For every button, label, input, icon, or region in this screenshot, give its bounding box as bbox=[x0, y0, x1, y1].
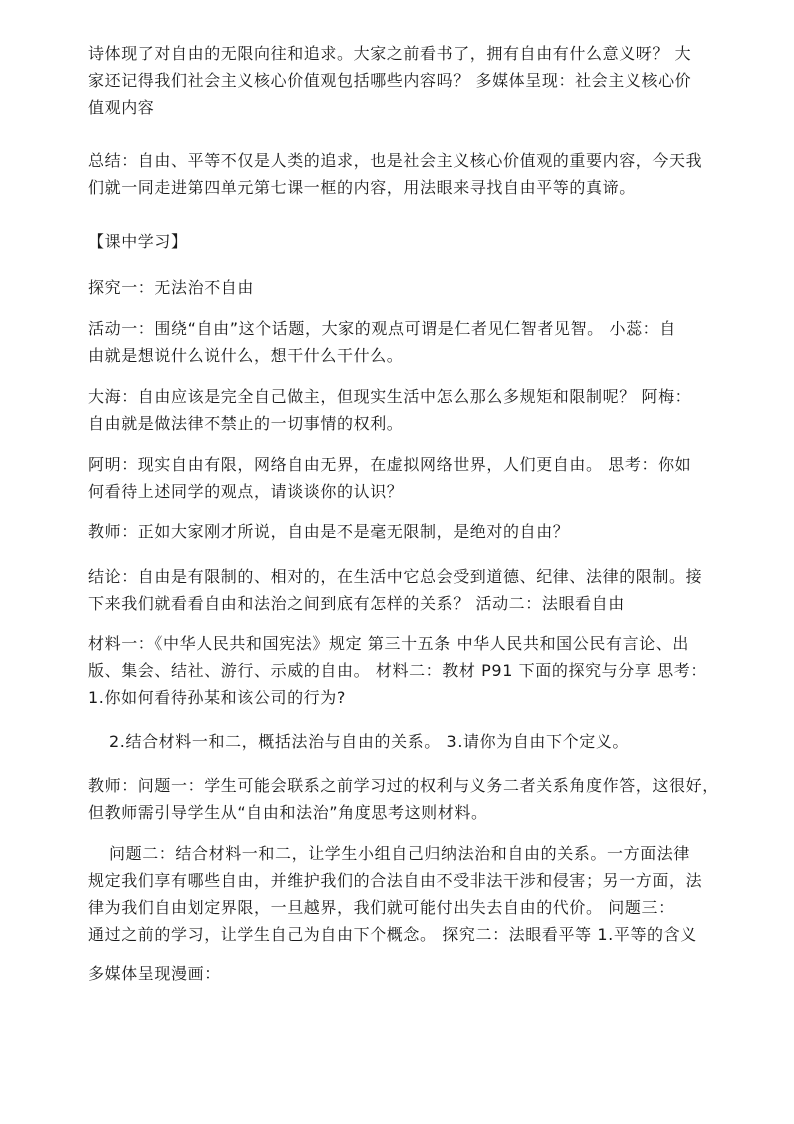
paragraph-materials bbox=[88, 630, 710, 711]
text-line: 版、集会、结社、游行、示威的自由。 材料二：教材 P91 下面的探究与分享 思考： bbox=[88, 661, 707, 680]
text-line: 家还记得我们社会主义核心价值观包括哪些内容吗？ 多媒体呈现：社会主义核心价 bbox=[88, 71, 692, 90]
paragraph-teacher-answer-one bbox=[88, 772, 719, 826]
paragraph-activity-one bbox=[88, 315, 710, 369]
text-line: 探究一：无法治不自由 bbox=[88, 278, 255, 297]
text-line: 活动一：围绕“自由”这个话题，大家的观点可谓是仁者见仁智者见智。 小蕊：自 bbox=[88, 319, 676, 338]
text-line: 教师：问题一：学生可能会联系之前学习过的权利与义务二者关系角度作答，这很好， bbox=[88, 776, 719, 795]
text-line: 自由就是做法律不禁止的一切事情的权利。 bbox=[88, 414, 404, 433]
text-line: 阿明：现实自由有限，网络自由无界，在虚拟网络世界，人们更自由。 思考：你如 bbox=[88, 455, 692, 474]
text-line: 结论：自由是有限制的、相对的，在生活中它总会受到道德、纪律、法律的限制。接 bbox=[88, 567, 703, 586]
paragraph-aming-thinking bbox=[88, 451, 710, 505]
text-line: 材料一：《中华人民共和国宪法》规定 第三十五条 中华人民共和国公民有言论、出 bbox=[88, 634, 689, 653]
text-line: 们就一同走进第四单元第七课一框的内容，用法眼来寻找自由平等的真谛。 bbox=[88, 178, 636, 197]
paragraph-questions-two-three bbox=[88, 728, 731, 755]
text-line: 值观内容 bbox=[88, 98, 155, 117]
text-line: 律为我们自由划定界限，一旦越界，我们就可能付出失去自由的代价。 问题三： bbox=[88, 898, 675, 917]
paragraph-summary bbox=[88, 147, 710, 201]
inquiry-one-heading bbox=[88, 274, 710, 301]
paragraph-intro-poem bbox=[88, 40, 710, 121]
paragraph-multimedia-comic bbox=[88, 960, 710, 987]
text-line: 下来我们就看看自由和法治之间到底有怎样的关系？ 活动二：法眼看自由 bbox=[88, 594, 625, 613]
paragraph-teacher-question bbox=[88, 518, 710, 545]
text-line: 大海：自由应该是完全自己做主，但现实生活中怎么那么多规矩和限制呢？ 阿梅： bbox=[88, 387, 692, 406]
text-line: 【课中学习】 bbox=[88, 232, 188, 251]
paragraph-dahai-amei bbox=[88, 383, 710, 437]
text-line: 总结：自由、平等不仅是人类的追求，也是社会主义核心价值观的重要内容，今天我 bbox=[88, 151, 703, 170]
text-line: 多媒体呈现漫画： bbox=[88, 964, 221, 983]
paragraph-conclusion bbox=[88, 563, 710, 617]
text-line: 教师：正如大家刚才所说，自由是不是毫无限制，是绝对的自由？ bbox=[88, 522, 570, 541]
text-line: 诗体现了对自由的无限向往和追求。大家之前看书了，拥有自由有什么意义呀？ 大 bbox=[88, 44, 692, 63]
text-line: 1.你如何看待孙某和该公司的行为? bbox=[88, 688, 346, 707]
text-line: 通过之前的学习，让学生自己为自由下个概念。 探究二：法眼看平等 1.平等的含义 bbox=[88, 925, 697, 944]
text-line: 由就是想说什么说什么，想干什么干什么。 bbox=[88, 346, 404, 365]
text-line: 2.结合材料一和二，概括法治与自由的关系。 3.请你为自由下个定义。 bbox=[109, 732, 630, 751]
text-line: 但教师需引导学生从“自由和法治”角度思考这则材料。 bbox=[88, 803, 488, 822]
text-line: 问题二：结合材料一和二，让学生小组自己归纳法治和自由的关系。一方面法律 bbox=[109, 844, 691, 863]
section-heading-in-class-learning bbox=[88, 228, 710, 255]
text-line: 规定我们享有哪些自由，并维护我们的合法自由不受非法干涉和侵害；另一方面，法 bbox=[88, 871, 703, 890]
text-line: 何看待上述同学的观点，请谈谈你的认识？ bbox=[88, 482, 404, 501]
paragraph-question-two-three-explanation bbox=[88, 840, 710, 948]
